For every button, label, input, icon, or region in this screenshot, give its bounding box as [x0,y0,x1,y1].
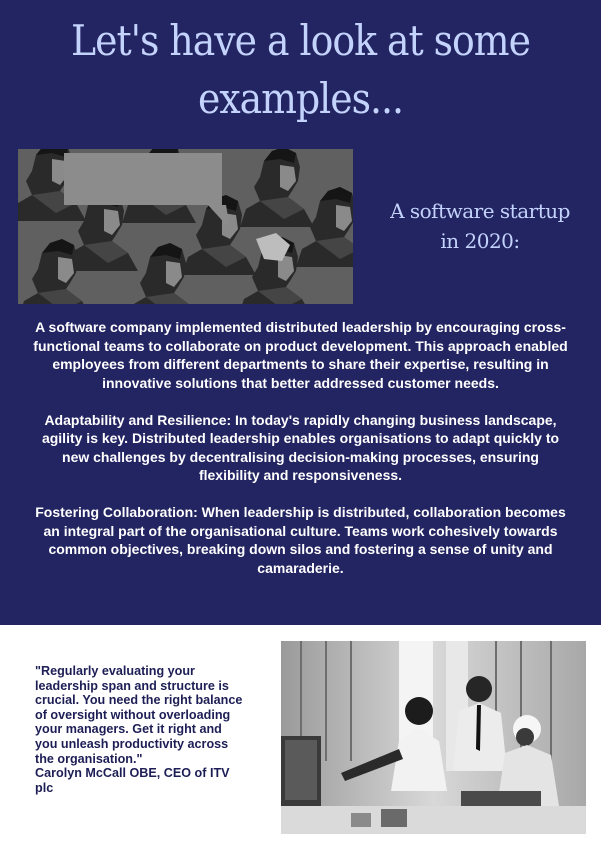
office-team-photo [281,641,586,834]
leadership-quote [35,664,245,795]
title-line-1: Let's have a look at some [71,16,530,65]
quote-text: "Regularly evaluating your leadership span and structure is crucial. You need the right balance of oversight without overloading your managers. Get it right and you unleash productivity across the organisation." [35,664,243,766]
people-illustration [18,149,353,304]
paragraph-example: A software company implemented distributed leadership by encouraging cross-functional teams to collaborate on product development. This approach enabled employees from different departments to share their expertise, resulting in innovative solutions that better addressed customer needs. [33,319,568,391]
subtitle-line-1: A software startup [390,199,570,223]
subtitle-line-2: in 2020: [440,229,520,253]
example-subtitle [380,196,580,256]
example-body [32,318,569,596]
quote-attribution: Carolyn McCall OBE, CEO of ITV plc [35,766,230,795]
paragraph-adaptability: Adaptability and Resilience: In today's rapidly changing business landscape, agility is key. Distributed leadership enables organisations to adapt quickly to new challenges by decentralising decision-making processes, ensuring flexibility and responsiveness. [41,411,560,483]
paragraph-collaboration: Fostering Collaboration: When leadership is distributed, collaboration becomes an integral part of the organisational culture. Teams work cohesively towards common objectives, breaking down silos and fostering a sense of unity and camaraderie. [35,504,566,576]
title-line-2: examples... [198,74,403,123]
page-title [0,12,601,128]
